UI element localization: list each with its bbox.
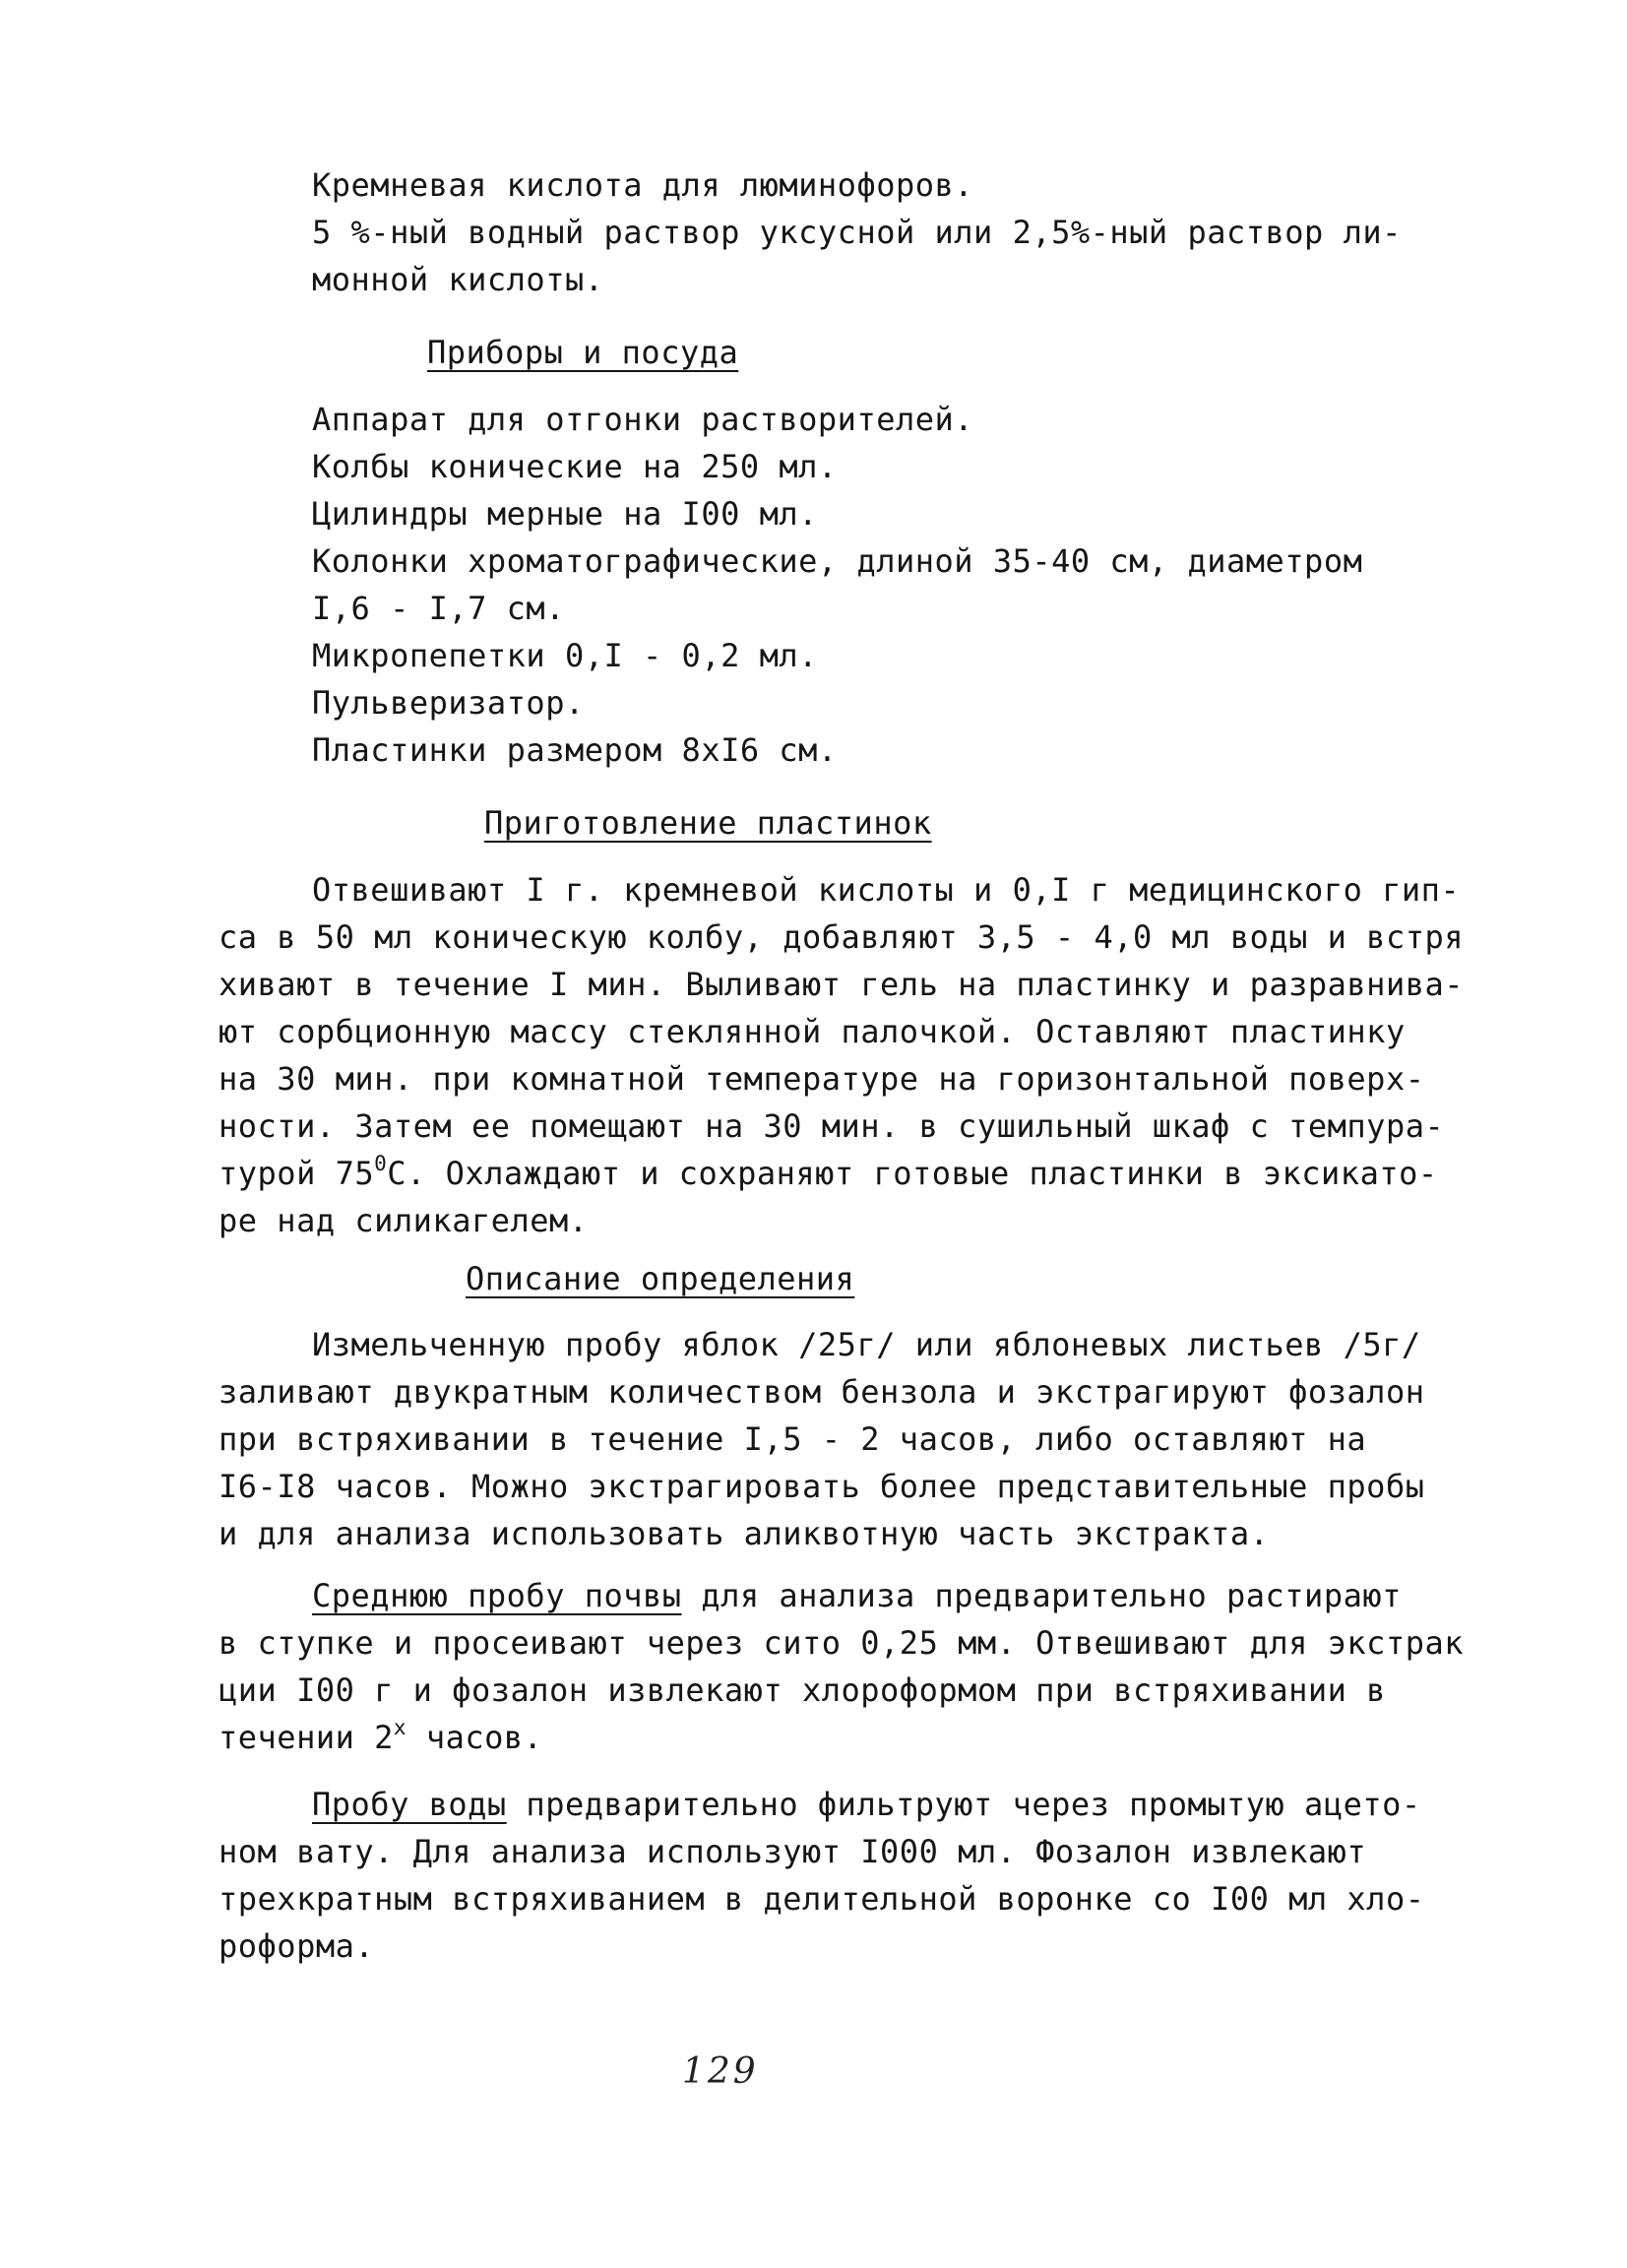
body-text-line bbox=[312, 1577, 1402, 1614]
body-text-line bbox=[219, 1716, 543, 1756]
body-text-line: ции I00 г и фозалон извлекают хлороформом при встряхивании в bbox=[219, 1671, 1386, 1709]
equipment-item: Пластинки размером 8xI6 см. bbox=[312, 731, 838, 769]
underlined-term-soil: Среднюю пробу почвы bbox=[312, 1577, 682, 1614]
reagent-line: Кремневая кислота для люминофоров. bbox=[312, 166, 974, 204]
equipment-item: Микропепетки 0,I - 0,2 мл. bbox=[312, 637, 818, 674]
body-text-line bbox=[219, 1152, 1438, 1192]
body-text-line: ре над силикагелем. bbox=[219, 1202, 589, 1239]
section-heading-equipment: Приборы и посуда bbox=[427, 334, 739, 371]
body-text-line: Отвешивают I г. кремневой кислоты и 0,I г медицинского гип- bbox=[312, 871, 1461, 909]
equipment-item: Аппарат для отгонки растворителей. bbox=[312, 401, 974, 438]
text-fragment: часов. bbox=[407, 1719, 543, 1756]
reagent-line: монной кислоты. bbox=[312, 261, 604, 298]
equipment-item: I,6 - I,7 см. bbox=[312, 590, 565, 627]
section-heading-plates: Приготовление пластинок bbox=[484, 804, 932, 842]
body-text-line bbox=[312, 1786, 1421, 1823]
body-text-line: в ступке и просеивают через сито 0,25 мм. Отвешивают для экстрак bbox=[219, 1624, 1464, 1662]
section-heading-procedure: Описание определения bbox=[466, 1260, 855, 1297]
body-text-line: трехкратным встряхиванием в делительной воронке со I00 мл хло- bbox=[219, 1880, 1425, 1918]
text-fragment: турой 75 bbox=[219, 1155, 375, 1192]
body-text-line: ности. Затем ее помещают на 30 мин. в сушильный шкаф с темпура- bbox=[219, 1107, 1445, 1145]
superscript-degree: 0 bbox=[374, 1152, 388, 1175]
body-text-line: ют сорбционную массу стеклянной палочкой. Оставляют пластинку bbox=[219, 1013, 1406, 1050]
text-fragment: С. Охлаждают и сохраняют готовые пластинки в эксикато- bbox=[387, 1155, 1438, 1192]
equipment-item: Колбы конические на 250 мл. bbox=[312, 448, 838, 485]
body-text-line: при встряхивании в течение I,5 - 2 часов, либо оставляют на bbox=[219, 1420, 1367, 1458]
equipment-item: Цилиндры мерные на I00 мл. bbox=[312, 495, 818, 533]
superscript-x: х bbox=[393, 1716, 407, 1739]
body-text-line: на 30 мин. при комнатной температуре на горизонтальной поверх- bbox=[219, 1060, 1425, 1098]
body-text-line: заливают двукратным количеством бензола и экстрагируют фозалон bbox=[219, 1373, 1425, 1411]
text-fragment: предварительно фильтруют через промытую ацето- bbox=[506, 1786, 1421, 1823]
text-fragment: для анализа предварительно растирают bbox=[681, 1577, 1402, 1614]
body-text-line: са в 50 мл коническую колбу, добавляют 3,5 - 4,0 мл воды и встря bbox=[219, 918, 1464, 956]
body-text-line: и для анализа использовать аликвотную часть экстракта. bbox=[219, 1515, 1270, 1552]
body-text-line: Измельченную пробу яблок /25г/ или яблоневых листьев /5г/ bbox=[312, 1326, 1421, 1363]
text-fragment: течении 2 bbox=[219, 1719, 394, 1756]
body-text-line: хивают в течение I мин. Выливают гель на пластинку и разравнива- bbox=[219, 966, 1464, 1003]
body-text-line: I6-I8 часов. Можно экстрагировать более представительные пробы bbox=[219, 1468, 1425, 1505]
body-text-line: ном вату. Для анализа используют I000 мл. Фозалон извлекают bbox=[219, 1833, 1367, 1870]
page-number: 129 bbox=[682, 2051, 759, 2092]
underlined-term-water: Пробу воды bbox=[312, 1786, 507, 1823]
body-text-line: роформа. bbox=[219, 1927, 375, 1965]
equipment-item: Колонки хроматографические, длиной 35-40 см, диаметром bbox=[312, 542, 1363, 580]
equipment-item: Пульверизатор. bbox=[312, 684, 585, 722]
reagent-line: 5 %-ный водный раствор уксусной или 2,5%-ный раствор ли- bbox=[312, 214, 1402, 251]
